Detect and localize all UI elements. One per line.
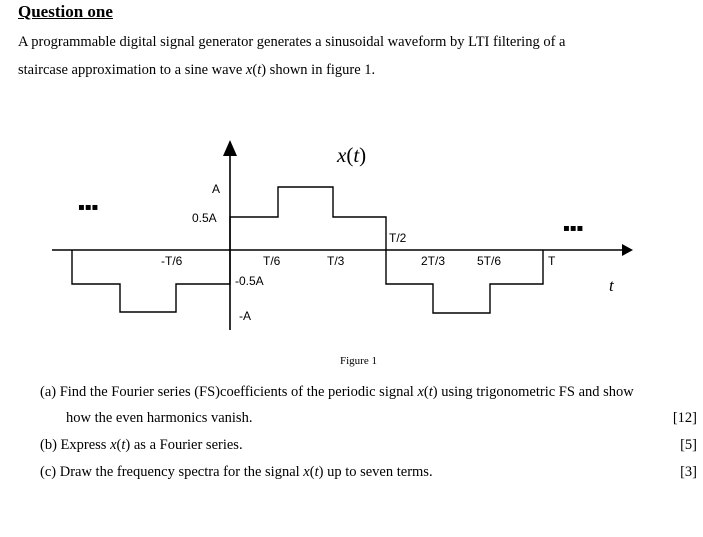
question-a-label: (a) [40, 384, 57, 400]
label-T6: T/6 [263, 254, 281, 268]
question-c-segment: ( [309, 464, 315, 480]
label-neg-A: -A [239, 309, 251, 323]
question-c-text [60, 464, 433, 480]
question-a-text [60, 384, 634, 400]
intro-segment: ) shown in figure 1. [261, 62, 376, 78]
amplitude-axis-arrow [223, 140, 237, 156]
question-c-label: (c) [40, 464, 57, 480]
label-T: T [548, 254, 556, 268]
label-T3: T/3 [327, 254, 345, 268]
question-c-segment: Draw the frequency spectra for the signal [59, 464, 304, 480]
intro-segment: staircase approximation to a sine wave [18, 62, 246, 78]
intro-segment: A programmable digital signal generator generates a sinusoidal waveform by LTI filtering of a [18, 34, 566, 50]
question-b-text [61, 437, 243, 453]
label-0.5A: 0.5A [192, 211, 217, 225]
label-neg-T6: -T/6 [161, 254, 183, 268]
label-T2: T/2 [389, 231, 407, 245]
figure-1 [0, 130, 703, 355]
question-b-label: (b) [40, 437, 57, 453]
question-a-segment: ) using trigonometric FS and show [432, 384, 634, 400]
question-a-segment: Find the Fourier series (FS)coefficients of the periodic signal [59, 384, 418, 400]
intro-segment: ( [252, 62, 258, 78]
question-c-segment: x [303, 464, 310, 480]
question-c-marks: [3] [680, 464, 697, 480]
question-b-marks: [5] [680, 437, 697, 453]
question-c-segment: t [314, 464, 319, 480]
ellipsis-right: ▪▪▪ [563, 223, 584, 234]
intro-paragraph [18, 28, 688, 84]
label-t: t [609, 276, 614, 295]
question-b-segment: Express [60, 437, 111, 453]
question-b-segment: ) as a Fourier series. [125, 437, 243, 453]
figure-caption: Figure 1 [340, 355, 377, 367]
question-a-segment: ( [423, 384, 429, 400]
intro-segment: x [245, 62, 253, 78]
label-A: A [212, 182, 221, 196]
question-a-marks: [12] [672, 410, 697, 426]
question-c-line1 [40, 464, 433, 481]
label-neg-0.5A: -0.5A [235, 274, 264, 288]
label-2T3: 2T/3 [421, 254, 446, 268]
question-a-line2: how the even harmonics vanish. [66, 410, 253, 426]
question-a-segment: x [417, 384, 424, 400]
intro-segment: t [257, 62, 262, 78]
staircase-waveform-figure [0, 130, 703, 350]
question-a-line1 [40, 384, 634, 401]
question-b-segment: ( [116, 437, 122, 453]
ellipsis-left: ▪▪▪ [78, 202, 99, 213]
question-b-segment: t [121, 437, 126, 453]
question-heading: Question one [18, 2, 113, 21]
question-c-segment: ) up to seven terms. [318, 464, 433, 480]
signal-label: x(t) [337, 143, 367, 167]
time-axis-arrow [622, 244, 633, 256]
question-a-segment: t [428, 384, 433, 400]
label-5T6: 5T/6 [477, 254, 502, 268]
question-b-segment: x [110, 437, 117, 453]
question-b-line1 [40, 437, 243, 454]
